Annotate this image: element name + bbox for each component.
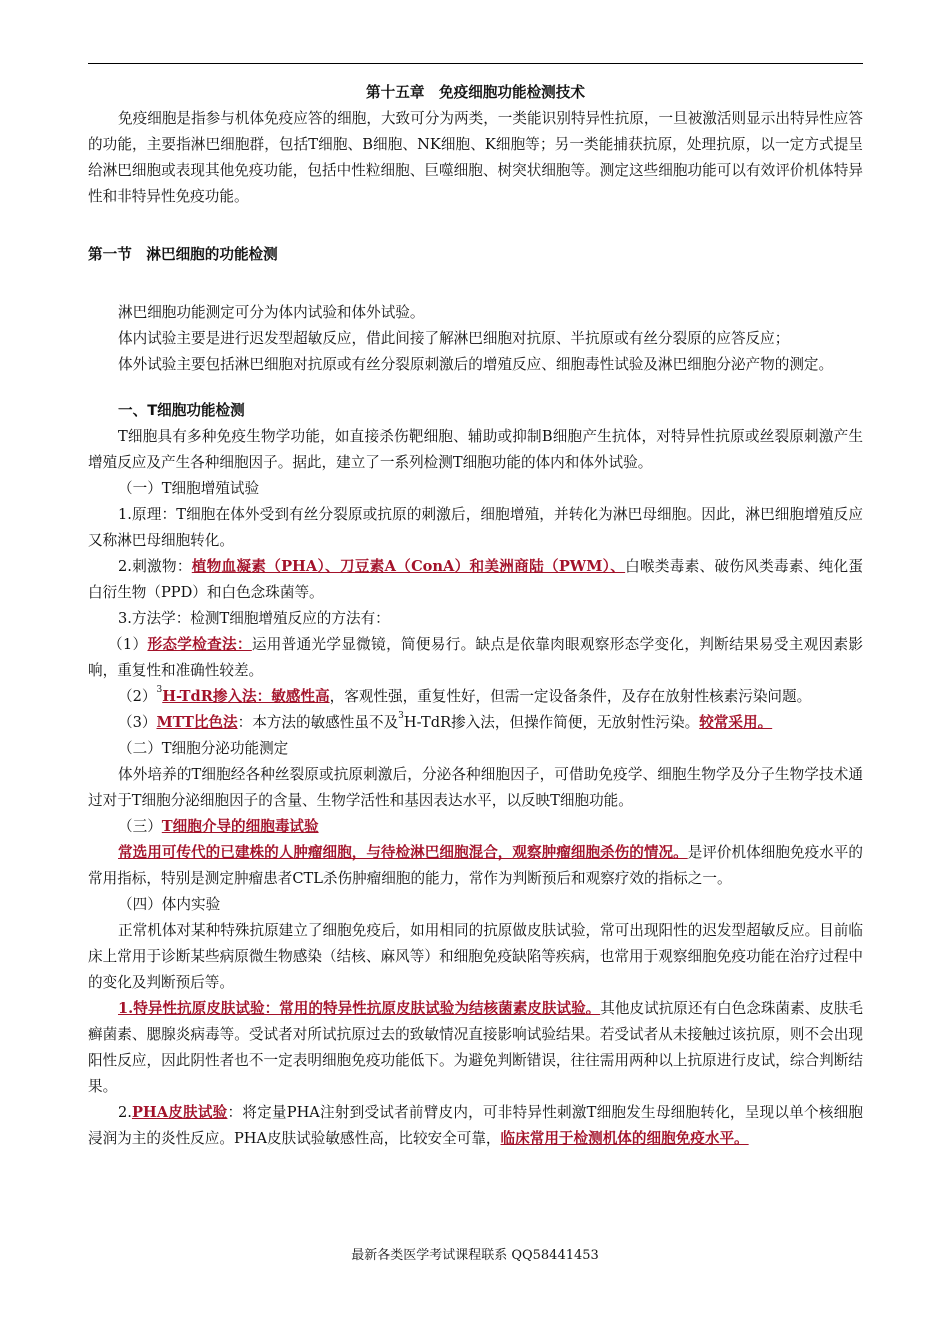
highlight-text: 常选用可传代的已建株的人肿瘤细胞，与待检淋巴细胞混合，观察肿瘤细胞杀伤的情况。 xyxy=(118,844,688,861)
text: 是评价机体细胞免疫水平的常用指标，特别是测定肿瘤患者CTL杀伤肿瘤细胞的能力，常作为判断预后和观察疗效的指标之一。 xyxy=(88,844,863,887)
text: 2.刺激物： xyxy=(118,558,192,575)
paragraph xyxy=(88,684,863,710)
highlight-text: MTT比色法 xyxy=(156,714,238,731)
highlight-text: PHA皮肤试验 xyxy=(131,1104,228,1121)
highlight-text: 1.特异性抗原皮肤试验：常用的特异性抗原皮肤试验为结核菌素皮肤试验。 xyxy=(118,1000,601,1017)
highlight-text: 植物血凝素（PHA）、刀豆素A（ConA）和美洲商陆（PWM）、 xyxy=(191,558,626,575)
highlight-text: 形态学检查法： xyxy=(147,636,252,653)
text: 白喉类毒素、破伤风类毒素、纯化蛋白衍生物（PPD）和白色念珠菌等。 xyxy=(88,558,863,601)
paragraph: 3.方法学：检测T细胞增殖反应的方法有： xyxy=(118,610,390,627)
chapter-title: 第十五章 免疫细胞功能检测技术 xyxy=(366,84,585,101)
text: 运用普通光学显微镜，简便易行。缺点是依靠肉眼观察形态学变化，判断结果易受主观因素影响，重复性和准确性较差。 xyxy=(88,636,863,679)
sub-heading: （四）体内实验 xyxy=(118,896,221,913)
paragraph xyxy=(88,554,863,606)
highlight-text: T细胞介导的细胞毒试验 xyxy=(161,818,319,835)
highlight-text: 较常采用。 xyxy=(699,714,773,731)
paragraph: 体外试验主要包括淋巴细胞对抗原或有丝分裂原刺激后的增殖反应、细胞毒性试验及淋巴细胞分泌产物的测定。 xyxy=(118,356,834,373)
highlight-text: H-TdR掺入法：敏感性高 xyxy=(162,688,330,705)
text: （3） xyxy=(118,714,157,731)
text: （1） xyxy=(108,636,148,653)
text: （三） xyxy=(118,818,162,835)
subsection-heading: 一、T细胞功能检测 xyxy=(118,402,245,419)
paragraph: 正常机体对某种特殊抗原建立了细胞免疫后，如用相同的抗原做皮肤试验，常可出现阳性的迟发型超敏反应。目前临床上常用于诊断某些病原微生物感染（结核、麻风等）和细胞免疫缺陷等疾病，也常用于观察细胞免疫功能在治疗过程中的变化及判断预后等。 xyxy=(88,922,863,991)
text: ：本方法的敏感性虽不及 xyxy=(237,714,399,731)
paragraph: 1.原理：T细胞在体外受到有丝分裂原或抗原的刺激后，细胞增殖，并转化为淋巴母细胞。因此，淋巴细胞增殖反应又称淋巴母细胞转化。 xyxy=(88,506,863,549)
paragraph xyxy=(88,1100,863,1152)
paragraph: 体外培养的T细胞经各种丝裂原或抗原刺激后，分泌各种细胞因子，可借助免疫学、细胞生物学及分子生物学技术通过对于T细胞分泌细胞因子的含量、生物学活性和基因表达水平，以反映T细胞功能。 xyxy=(88,766,863,809)
header-rule xyxy=(88,63,863,64)
sub-heading: （二）T细胞分泌功能测定 xyxy=(118,740,289,757)
highlight-text: 临床常用于检测机体的细胞免疫水平。 xyxy=(500,1130,749,1147)
section-heading: 第一节 淋巴细胞的功能检测 xyxy=(88,246,278,263)
superscript: 3 xyxy=(156,685,163,695)
paragraph: T细胞具有多种免疫生物学功能，如直接杀伤靶细胞、辅助或抑制B细胞产生抗体，对特异性抗原或丝裂原刺激产生增殖反应及产生各种细胞因子。据此，建立了一系列检测T细胞功能的体内和体外试验。 xyxy=(88,428,863,471)
text: 其他皮试抗原还有白色念珠菌素、皮肤毛癣菌素、腮腺炎病毒等。受试者对所试抗原过去的致敏情况直接影响试验结果。若受试者从未接触过该抗原，则不会出现阳性反应，因此阴性者也不一定表明细胞免疫功能低下。为避免判断错误，往往需用两种以上抗原进行皮试，综合判断结果。 xyxy=(88,1000,863,1095)
text: H-TdR掺入法，但操作简便，无放射性污染。 xyxy=(403,714,700,731)
intro-paragraph: 免疫细胞是指参与机体免疫应答的细胞，大致可分为两类，一类能识别特异性抗原，一旦被激活则显示出特异性应答的功能，主要指淋巴细胞群，包括T细胞、B细胞、NK细胞、K细胞等；另一类能捕获抗原，处理抗原，以一定方式提呈给淋巴细胞或表现其他免疫功能，包括中性粒细胞、巨噬细胞、树突状细胞等。测定这些细胞功能可以有效评价机体特异性和非特异性免疫功能。 xyxy=(88,110,863,205)
sub-heading xyxy=(88,814,863,840)
paragraph xyxy=(88,632,863,684)
page-footer: 最新各类医学考试课程联系 QQ58441453 xyxy=(351,1248,599,1263)
superscript: 3 xyxy=(398,711,404,721)
text: ，客观性强，重复性好，但需一定设备条件，及存在放射性核素污染问题。 xyxy=(329,688,812,705)
paragraph: 淋巴细胞功能测定可分为体内试验和体外试验。 xyxy=(118,304,425,321)
document-body xyxy=(88,80,863,1152)
paragraph xyxy=(88,996,863,1100)
text: 2. xyxy=(118,1104,132,1121)
text: ：将定量PHA注射到受试者前臂皮内，可非特异性刺激T细胞发生母细胞转化，呈现以单个核细胞浸润为主的炎性反应。PHA皮肤试验敏感性高，比较安全可靠， xyxy=(88,1104,863,1147)
sub-heading: （一）T细胞增殖试验 xyxy=(118,480,260,497)
text: （2） xyxy=(118,688,157,705)
paragraph: 体内试验主要是进行迟发型超敏反应，借此间接了解淋巴细胞对抗原、半抗原或有丝分裂原的应答反应； xyxy=(118,330,790,347)
paragraph xyxy=(88,840,863,892)
paragraph xyxy=(88,710,863,736)
